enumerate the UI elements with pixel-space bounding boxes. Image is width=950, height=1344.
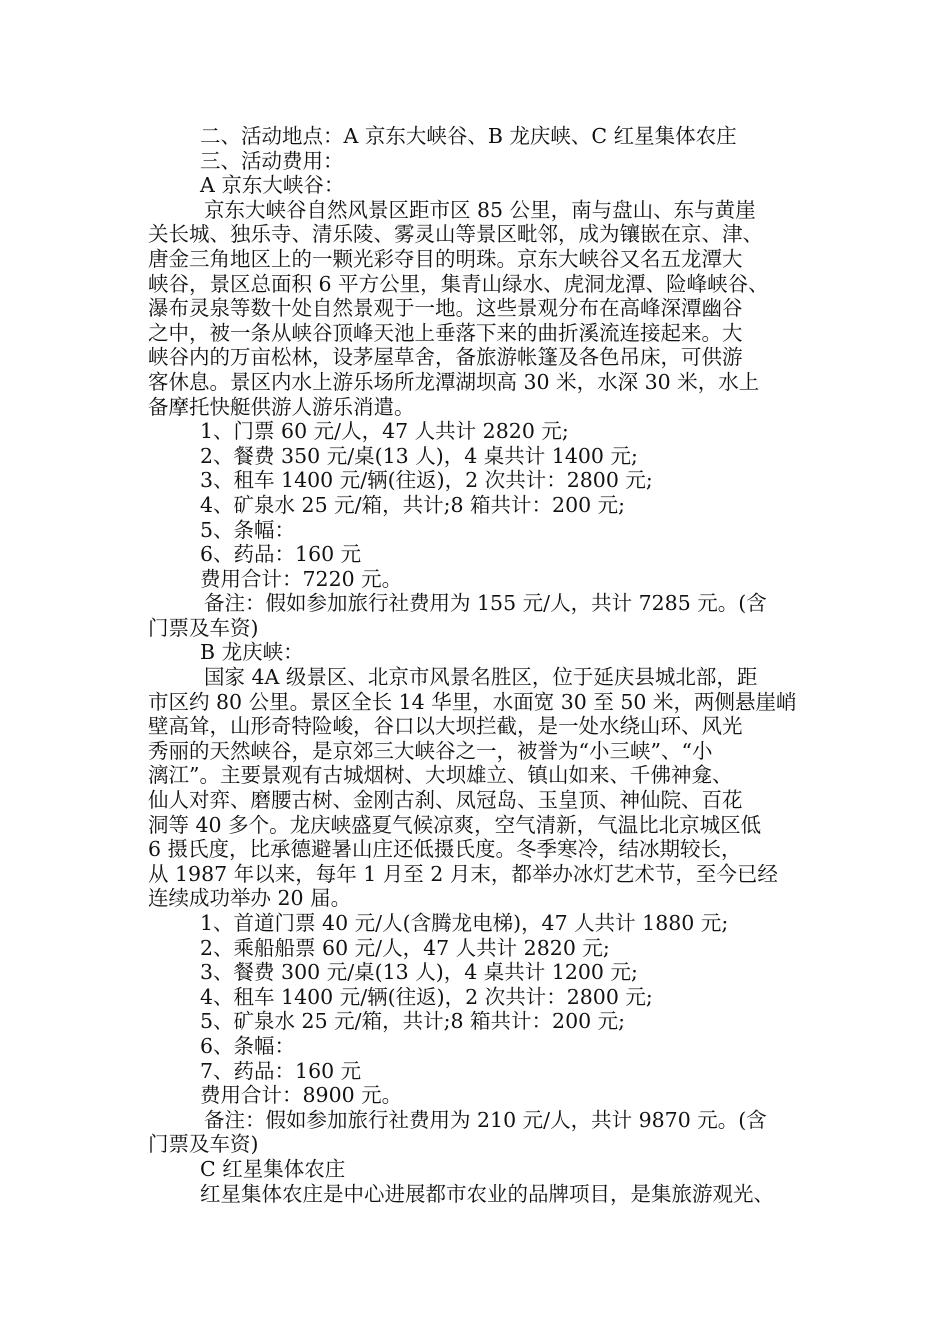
text-line: 6、条幅： [200,1033,296,1058]
text-line: B 龙庆峡： [200,640,304,665]
text-line: 三、活动费用： [200,148,344,173]
text-line: 费用合计：7220 元。 [200,566,403,591]
text-line: 漓江”。主要景观有古城烟树、大坝雄立、镇山如来、千佛神龛、 [148,763,733,788]
text-line: A 京东大峡谷： [200,173,345,198]
text-line: 峡谷内的万亩松林，设茅屋草舍，备旅游帐篷及各色吊床，可供游 [148,345,743,370]
text-line: 仙人对弈、磨腰古树、金刚古刹、凤冠岛、玉皇顶、神仙院、百花 [148,788,743,813]
text-line: 4、租车 1400 元/辆(往返)，2 次共计：2800 元; [200,984,653,1009]
text-line: 京东大峡谷自然风景区距市区 85 公里，南与盘山、东与黄崖 [204,197,756,222]
text-line: 5、条幅： [200,517,296,542]
text-line: 3、餐费 300 元/桌(13 人)，4 桌共计 1200 元; [200,960,638,985]
text-line: 4、矿泉水 25 元/箱，共计;8 箱共计：200 元; [200,492,626,517]
text-line: 之中，被一条从峡谷顶峰天池上垂落下来的曲折溪流连接起来。大 [148,320,743,345]
text-line: 国家 4A 级景区、北京市风景名胜区，位于延庆县城北部，距 [204,665,758,690]
text-line: 关长城、独乐寺、清乐陵、雾灵山等景区毗邻，成为镶嵌在京、津、 [148,222,763,247]
text-line: 瀑布灵泉等数十处自然景观于一地。这些景观分布在高峰深潭幽谷 [148,296,743,321]
text-line: 壁高耸，山形奇特险峻，谷口以大坝拦截，是一处水绕山环、风光 [148,714,743,739]
text-line: 备注：假如参加旅行社费用为 155 元/人，共计 7285 元。(含 [204,591,767,616]
text-line: 红星集体农庄是中心进展都市农业的品牌项目，是集旅游观光、 [200,1181,774,1206]
text-line: C 红星集体农庄 [200,1156,346,1181]
text-line: 6 摄氏度，比承德避暑山庄还低摄氏度。冬季寒冷，结冰期较长， [148,837,742,862]
text-line: 6、药品：160 元 [200,542,362,567]
text-line: 备摩托快艇供游人游乐消遣。 [148,394,415,419]
text-line: 1、首道门票 40 元/人(含腾龙电梯)，47 人共计 1880 元; [200,911,729,935]
document-body [148,124,820,1206]
text-line: 从 1987 年以来，每年 1 月至 2 月末，都举办冰灯艺术节，至今已经 [148,861,778,886]
text-line: 连续成功举办 20 届。 [148,886,352,911]
text-line: 3、租车 1400 元/辆(往返)，2 次共计：2800 元; [200,468,653,493]
text-line: 市区约 80 公里。景区全长 14 华里，水面宽 30 至 50 米，两侧悬崖峭 [148,689,797,714]
text-line: 7、药品：160 元 [200,1058,362,1083]
text-line: 洞等 40 多个。龙庆峡盛夏气候凉爽，空气清新，气温比北京城区低 [148,812,762,837]
text-line: 备注：假如参加旅行社费用为 210 元/人，共计 9870 元。(含 [204,1107,767,1132]
text-line: 客休息。景区内水上游乐场所龙潭湖坝高 30 米，水深 30 米，水上 [148,369,760,394]
text-line: 5、矿泉水 25 元/箱，共计;8 箱共计：200 元; [200,1009,626,1034]
text-line: 唐金三角地区上的一颗光彩夺目的明珠。京东大峡谷又名五龙潭大 [148,246,743,271]
text-line: 门票及车资) [148,615,259,640]
text-line: 门票及车资) [148,1132,259,1157]
text-line: 二、活动地点：A 京东大峡谷、B 龙庆峡、C 红星集体农庄 [200,124,737,148]
text-line: 峡谷，景区总面积 6 平方公里，集青山绿水、虎洞龙潭、险峰峡谷、 [148,271,769,296]
text-line: 秀丽的天然峡谷，是京郊三大峡谷之一，被誉为“小三峡”、“小 [148,738,713,763]
text-line: 费用合计：8900 元。 [200,1083,403,1108]
text-line: 2、餐费 350 元/桌(13 人)，4 桌共计 1400 元; [200,443,638,468]
text-line: 2、乘船船票 60 元/人，47 人共计 2820 元; [200,935,610,960]
text-line: 1、门票 60 元/人，47 人共计 2820 元; [200,419,569,444]
